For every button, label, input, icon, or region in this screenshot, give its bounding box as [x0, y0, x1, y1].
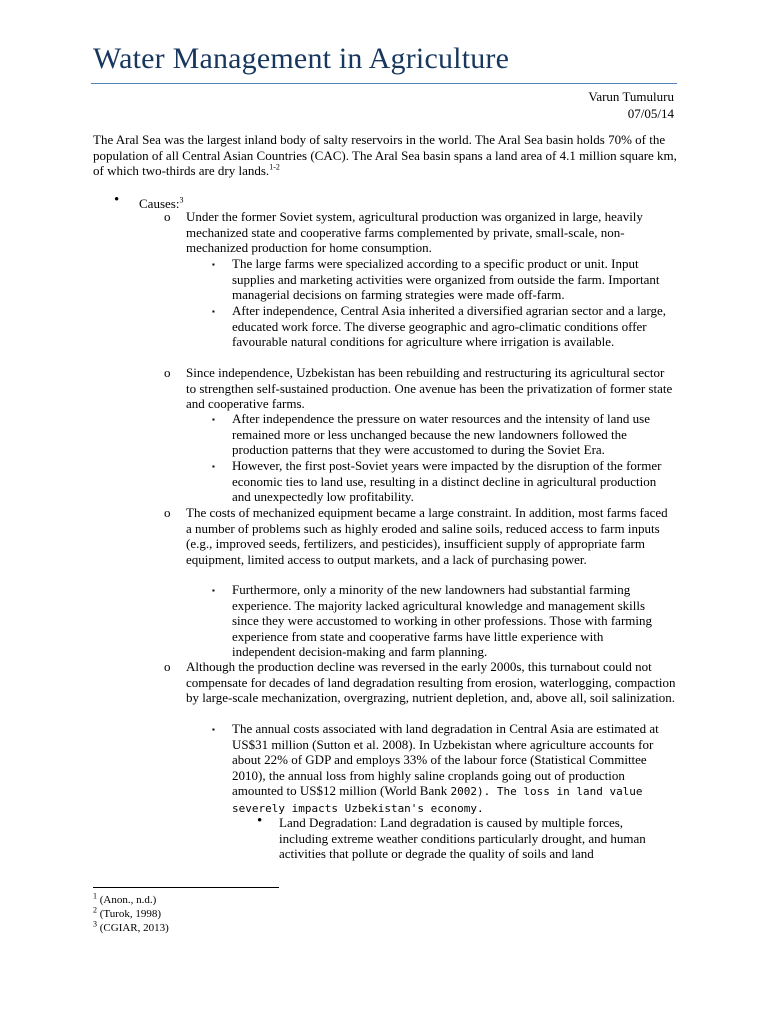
deep-bullet-marker: • — [257, 813, 263, 829]
cause-detail: After independence the pressure on water resources and the intensity of land use remained more or less unchanged because the new landowners followed the production patterns that they were accustomed to during the Soviet Era. — [232, 411, 651, 458]
causes-reference: 3 — [179, 195, 184, 205]
footnote-separator — [93, 887, 279, 888]
land-degradation-point: Land Degradation: Land degradation is caused by multiple forces, including extreme weather conditions particularly drought, and human activities that pollute or degrade the quality of soils and land — [279, 815, 646, 862]
footnote — [93, 891, 157, 907]
cause-point: Although the production decline was reversed in the early 2000s, this turnabout could not compensate for decades of land degradation resulting from erosion, waterlogging, compaction by large-scale mechanization, overgrazing, nutrient depletion, and, above all, soil salinization. — [186, 659, 676, 706]
document-date: 07/05/14 — [627, 106, 674, 121]
footnote-text: (Turok, 1998) — [99, 908, 162, 920]
sub-sub-bullet-marker: ▪ — [212, 725, 215, 734]
cause-point: Under the former Soviet system, agricultural production was organized in large, heavily mechanized state and cooperative farms complemented by private, small-scale, non-mechanized production for home consumption. — [186, 209, 643, 256]
cause-detail — [232, 721, 672, 817]
footnote-text: (CGIAR, 2013) — [99, 922, 169, 934]
footnote-text: (Anon., n.d.) — [99, 894, 157, 906]
cause-point: Since independence, Uzbekistan has been rebuilding and restructuring its agricultural sector to strengthen self-sustained production. One avenue has been the privatization of former state and cooperative farms. — [186, 365, 673, 412]
sub-sub-bullet-marker: ▪ — [212, 415, 215, 424]
sub-sub-bullet-marker: ▪ — [212, 586, 215, 595]
cause-detail: Furthermore, only a minority of the new landowners had substantial farming experience. The majority lacked agricultural knowledge and management skills since they were accustomed to working in other professions. Those with farming experience from state and cooperative farms have little experience with independent decision-making and farm planning. — [232, 582, 652, 660]
sub-sub-bullet-marker: ▪ — [212, 260, 215, 269]
author-name: Varun Tumuluru — [588, 89, 674, 104]
sub-sub-bullet-marker: ▪ — [212, 307, 215, 316]
footnote — [93, 919, 169, 935]
sub-bullet-marker: o — [164, 659, 171, 674]
bullet-marker: • — [114, 192, 120, 208]
intro-paragraph — [93, 132, 683, 179]
cause-point: The costs of mechanized equipment became a large constraint. In addition, most farms faced a number of problems such as highly eroded and saline soils, reduced access to farm inputs (e.g., improved seeds, fertilizers, and pesticides), insufficient supply of appropriate farm equipment, limited access to output markets, and a lack of purchasing power. — [186, 505, 668, 567]
cause-detail-text: The annual costs associated with land degradation in Central Asia are estimated at US$31 million (Sutton et al. 2008). In Uzbekistan where agriculture accounts for about 22% of GDP and employs 33% of the labour force (Statistical Committee 2010), the annual loss from highly saline croplands going out of production amounted to US$12 million (World Bank — [232, 721, 659, 799]
cause-detail: The large farms were specialized according to a specific product or unit. Input supplies and marketing activities were organized from outside the farm. Important managerial decisions on farming strategies were made off-farm. — [232, 256, 660, 303]
footnote-number: 2 — [93, 905, 97, 915]
footnote-number: 1 — [93, 891, 97, 901]
cause-detail-continued: 2002). The loss in land value severely impacts Uzbekistan's economy. — [232, 785, 643, 815]
intro-text: The Aral Sea was the largest inland body of salty reservoirs in the world. The Aral Sea basin holds 70% of the population of all Central Asian Countries (CAC). The Aral Sea basin spans a land area of 4.1 million square km, of which two-thirds are dry lands. — [93, 132, 677, 178]
intro-reference: 1-2 — [269, 162, 280, 172]
causes-label: Causes: — [139, 196, 180, 211]
sub-bullet-marker: o — [164, 209, 171, 224]
sub-bullet-marker: o — [164, 365, 171, 380]
sub-sub-bullet-marker: ▪ — [212, 462, 215, 471]
footnote-number: 3 — [93, 919, 97, 929]
cause-detail: After independence, Central Asia inherited a diversified agrarian sector and a large, educated work force. The diverse geographic and agro-climatic conditions offer favourable natural conditions for agriculture where irrigation is available. — [232, 303, 666, 350]
document-title: Water Management in Agriculture — [93, 42, 510, 75]
sub-bullet-marker: o — [164, 505, 171, 520]
cause-detail: However, the first post-Soviet years were impacted by the disruption of the former economic ties to land use, resulting in a distinct decline in agricultural production and unexpectedly low profitability. — [232, 458, 662, 505]
title-underline — [91, 83, 677, 84]
footnote — [93, 905, 162, 921]
